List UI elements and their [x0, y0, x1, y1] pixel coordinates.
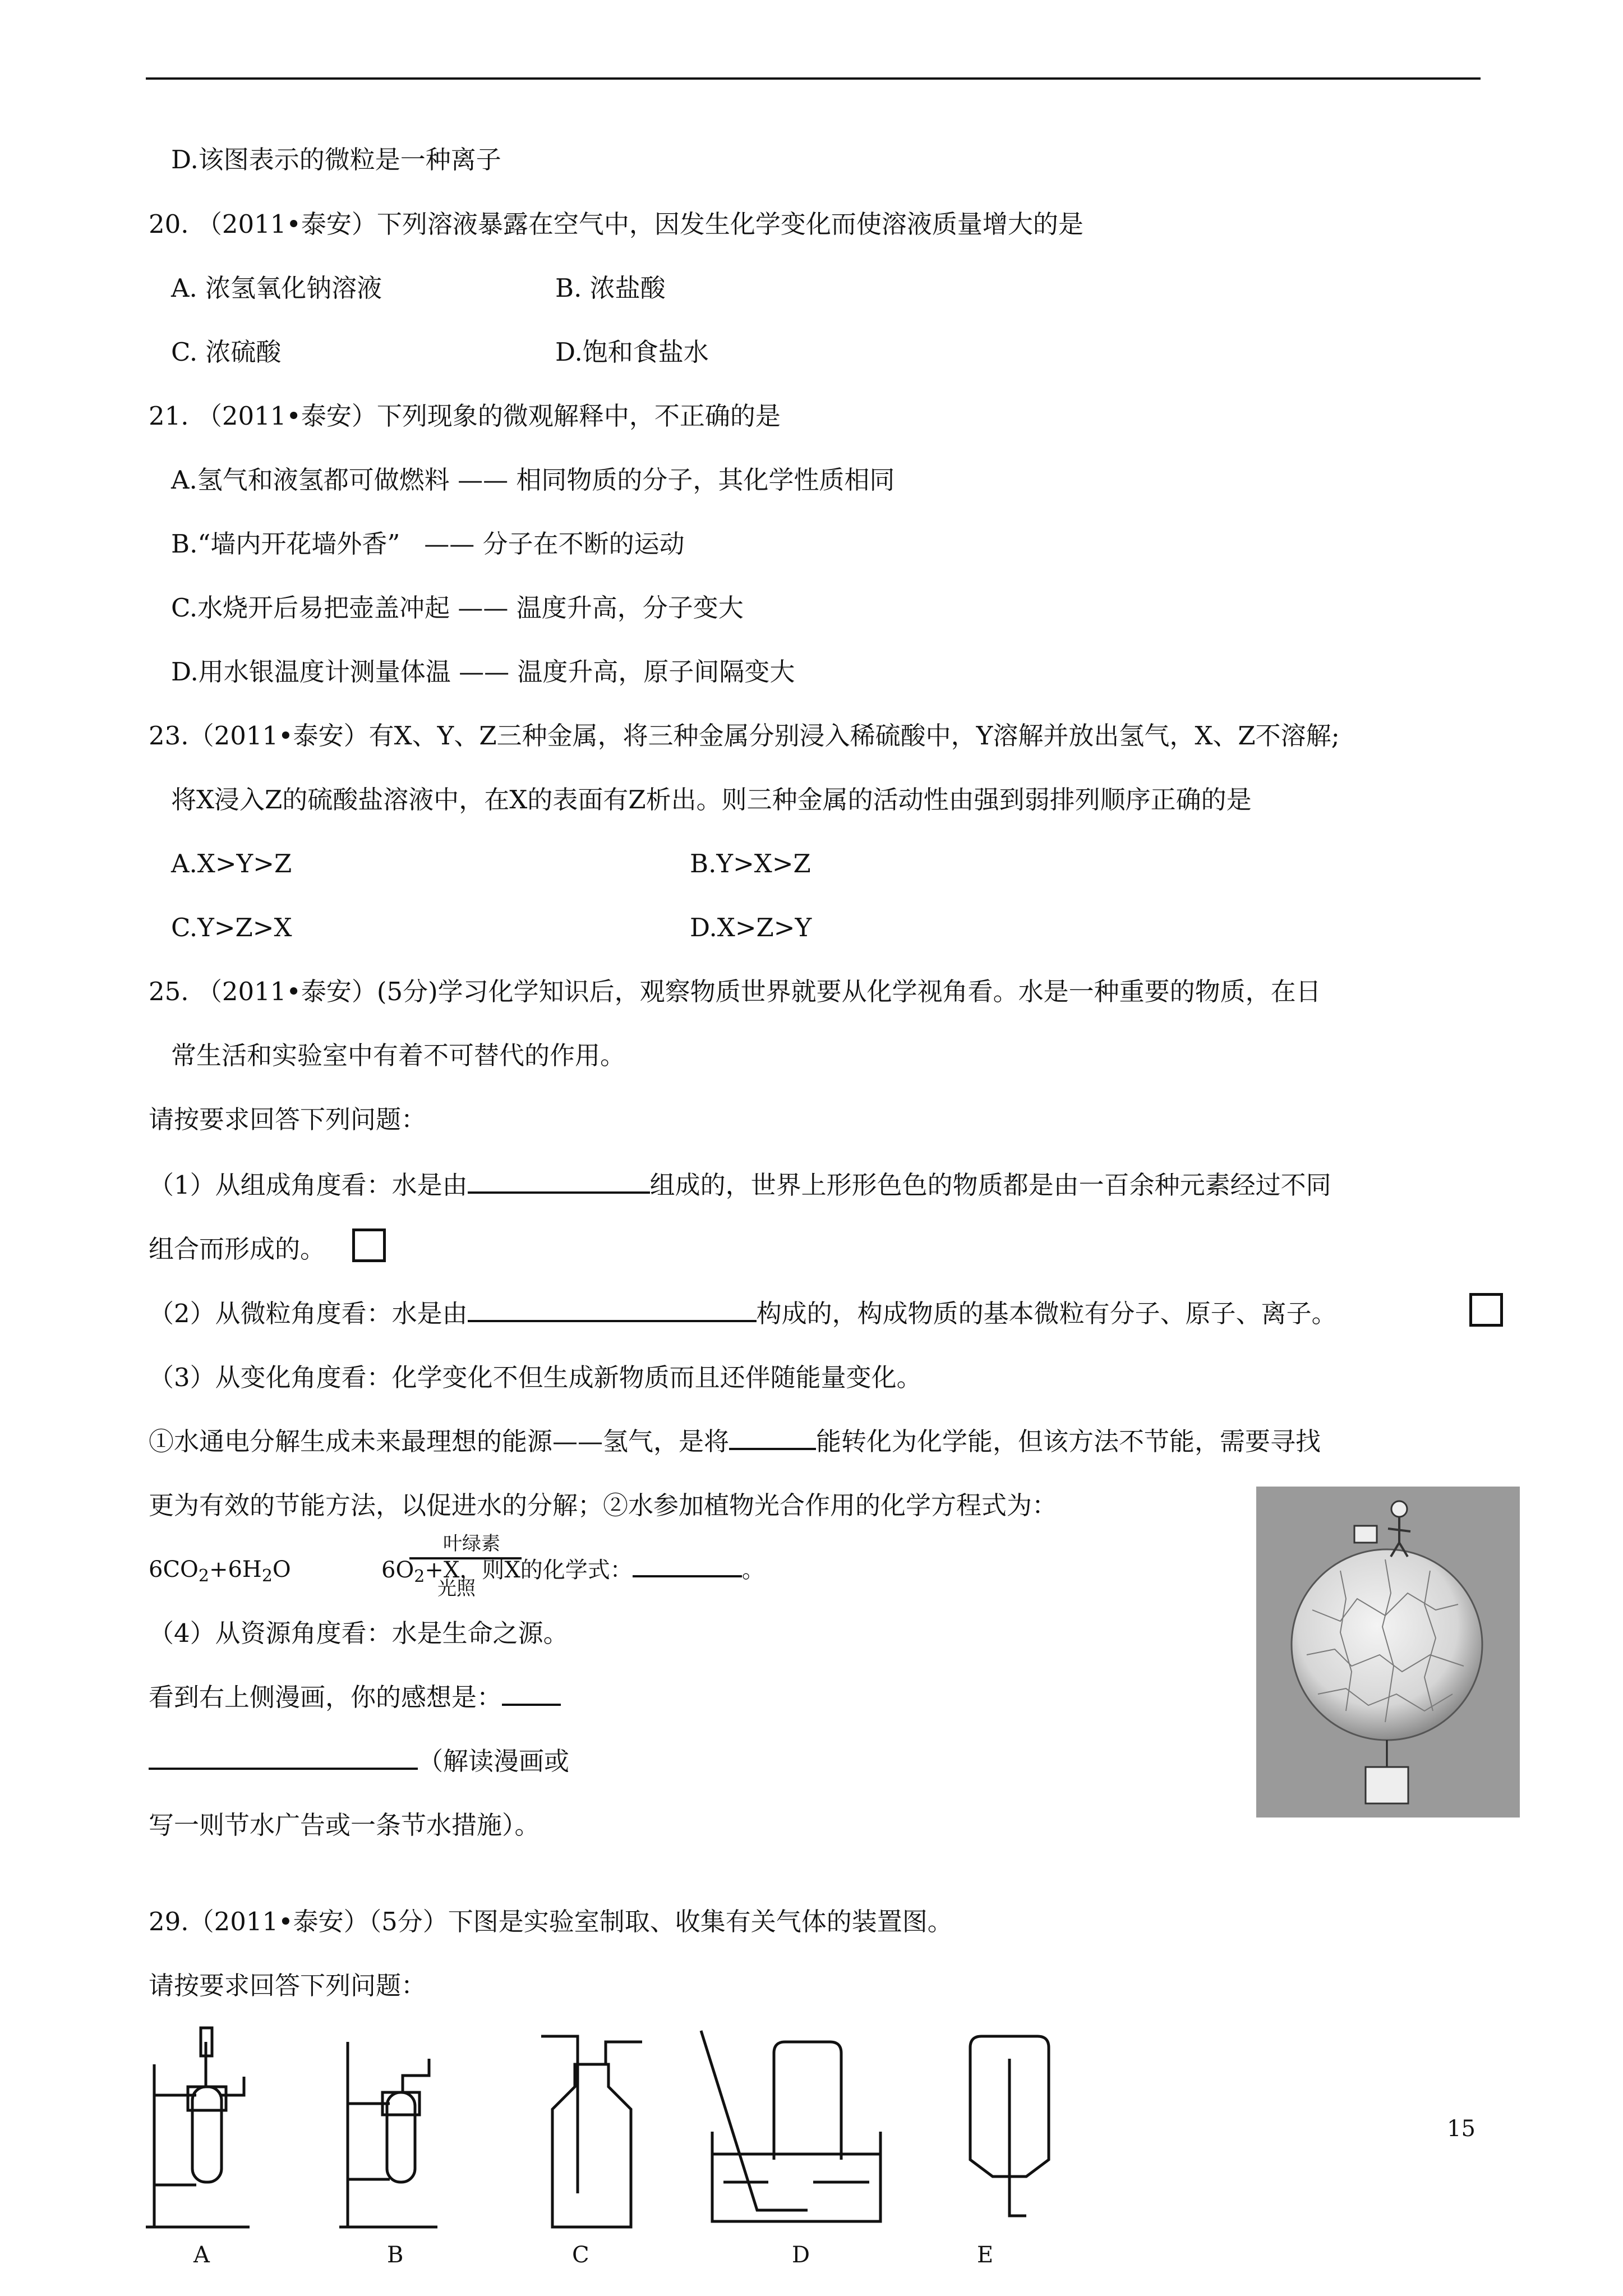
q25-part4-text-a: 看到右上侧漫画，你的感想是： — [149, 1682, 502, 1712]
q19-option-d: D.该图表示的微粒是一种离子 — [171, 145, 501, 174]
answer-blank-particle[interactable] — [468, 1297, 757, 1322]
q20-stem: 20. （2011•泰安）下列溶液暴露在空气中，因发生化学变化而使溶液质量增大的是 — [149, 209, 1083, 239]
q25-part4-line2 — [149, 1681, 561, 1714]
q21-option-a: A.氢气和液氢都可做燃料 —— 相同物质的分子，其化学性质相同 — [171, 465, 895, 495]
water-cartoon-image — [1256, 1487, 1520, 1818]
q25-part3-line2 — [149, 1425, 1321, 1458]
page-number: 15 — [1447, 2116, 1476, 2142]
eq-left-sub2: 2 — [261, 1566, 273, 1586]
q20-option-a: A. 浓氢氧化钠溶液 — [171, 273, 382, 303]
q25-part2 — [149, 1297, 1337, 1331]
apparatus-label-c: C — [572, 2242, 589, 2268]
q21-option-d: D.用水银温度计测量体温 —— 温度升高，原子间隔变大 — [171, 657, 795, 687]
q25-part3: （3）从变化角度看：化学变化不但生成新物质而且还伴随能量变化。 — [149, 1363, 922, 1392]
apparatus-e-drawing — [953, 2025, 1066, 2238]
equation-right — [381, 1553, 764, 1594]
eq-right-sub: 2 — [414, 1567, 425, 1586]
q25-instruction: 请按要求回答下列问题： — [149, 1105, 427, 1134]
eq-right-a: 6O — [381, 1557, 414, 1583]
q23-stem-line1: 23.（2011•泰安）有X、Y、Z三种金属，将三种金属分别浸入稀硫酸中，Y溶解并放出氢气，X、Z不溶解; — [149, 721, 1340, 751]
cracked-earth-illustration — [1256, 1487, 1520, 1818]
answer-blank-thoughts-2[interactable] — [149, 1745, 418, 1770]
answer-blank-formula[interactable] — [633, 1553, 742, 1577]
apparatus-a-drawing — [143, 2025, 266, 2238]
q20-option-c: C. 浓硫酸 — [171, 337, 282, 367]
eq-left-sub1: 2 — [198, 1566, 209, 1586]
eq-left-a: 6CO — [149, 1557, 199, 1582]
eq-left-c: O — [272, 1557, 291, 1582]
answer-blank-composition[interactable] — [468, 1169, 650, 1194]
equation-condition-top: 叶绿素 — [443, 1533, 500, 1555]
equation-condition-bottom: 光照 — [437, 1577, 476, 1600]
q23-stem-line2: 将X浸入Z的硫酸盐溶液中，在X的表面有Z析出。则三种金属的活动性由强到弱排列顺序正确的是 — [171, 785, 1252, 815]
q25-part3-line3: 更为有效的节能方法，以促进水的分解；②水参加植物光合作用的化学方程式为： — [149, 1490, 1058, 1520]
answer-blank-thoughts-1[interactable] — [502, 1681, 561, 1706]
q23-option-a: A.X>Y>Z — [171, 849, 292, 878]
equation-left — [149, 1553, 291, 1593]
q25-part4: （4）从资源角度看：水是生命之源。 — [149, 1618, 569, 1648]
q25-part4-line3 — [149, 1745, 569, 1778]
header-rule — [146, 77, 1481, 80]
q25-part1-line2: 组合而形成的。 — [149, 1234, 326, 1264]
apparatus-c-drawing — [536, 2025, 648, 2238]
q23-option-d: D.X>Z>Y — [690, 913, 812, 942]
q20-option-d: D.饱和食盐水 — [555, 337, 709, 367]
q25-stem-line2: 常生活和实验室中有着不可替代的作用。 — [171, 1041, 626, 1070]
apparatus-d-drawing — [690, 2019, 903, 2238]
q25-stem-line1: 25. （2011•泰安）(5分)学习化学知识后，观察物质世界就要从化学视角看。水是一种重要的物质，在日 — [149, 977, 1321, 1006]
q23-option-b: B.Y>X>Z — [690, 849, 811, 878]
apparatus-label-a: A — [193, 2242, 210, 2268]
q21-option-c: C.水烧开后易把壶盖冲起 —— 温度升高，分子变大 — [171, 593, 744, 623]
q25-part1-text-b: 组成的，世界上形形色色的物质都是由一百余种元素经过不同 — [649, 1170, 1331, 1200]
apparatus-label-b: B — [387, 2242, 404, 2268]
q20-option-b: B. 浓盐酸 — [555, 273, 666, 303]
q29-stem: 29.（2011•泰安）（5分）下图是实验室制取、收集有关气体的装置图。 — [149, 1907, 953, 1936]
eq-right-b: +X，则X的化学式： — [425, 1557, 633, 1583]
score-box-2[interactable] — [1469, 1293, 1503, 1327]
q25-part2-text-b: 构成的，构成物质的基本微粒有分子、原子、离子。 — [756, 1299, 1337, 1328]
score-box-1[interactable] — [352, 1228, 386, 1262]
q23-option-c: C.Y>Z>X — [171, 913, 292, 942]
q21-stem: 21. （2011•泰安）下列现象的微观解释中，不正确的是 — [149, 401, 781, 431]
q29-instruction: 请按要求回答下列问题： — [149, 1971, 427, 2000]
q25-part3-text-b: 能转化为化学能，但该方法不节能，需要寻找 — [816, 1427, 1321, 1456]
apparatus-label-e: E — [977, 2242, 994, 2268]
q25-part1-line1 — [149, 1168, 1331, 1202]
eq-left-b: +6H — [209, 1557, 262, 1582]
q21-option-b: B.“墙内开花墙外香” —— 分子在不断的运动 — [171, 529, 685, 559]
apparatus-label-d: D — [792, 2242, 810, 2268]
eq-end: 。 — [741, 1557, 764, 1583]
q25-part4-text-b: （解读漫画或 — [418, 1746, 570, 1776]
q25-part3-text-a: ①水通电分解生成未来最理想的能源——氢气，是将 — [149, 1427, 730, 1456]
answer-blank-energy[interactable] — [729, 1425, 816, 1450]
q25-part1-text-a: （1）从组成角度看：水是由 — [149, 1170, 468, 1200]
q25-part2-text-a: （2）从微粒角度看：水是由 — [149, 1299, 468, 1328]
q25-part4-line4: 写一则节水广告或一条节水措施）。 — [149, 1810, 540, 1840]
apparatus-b-drawing — [336, 2031, 449, 2238]
